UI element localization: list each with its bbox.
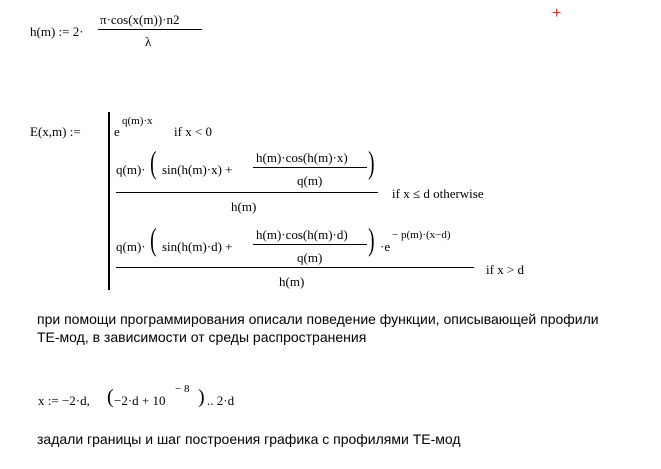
case3-mult: ·e	[380, 239, 391, 254]
case3-sin: sin(h(m)·d) +	[162, 239, 233, 254]
case1-exponent: q(m)·x	[122, 115, 153, 127]
case1-base: e	[114, 124, 120, 139]
x-def-open-paren: (	[107, 386, 114, 408]
case3-inner-bar	[253, 244, 367, 245]
program-bar	[108, 112, 110, 290]
x-def-main: x := −2·d,	[38, 393, 90, 408]
case3-exponent: − p(m)·(x−d)	[392, 229, 451, 241]
case3-denominator: h(m)	[279, 274, 305, 289]
x-def-exponent: − 8	[175, 383, 190, 395]
case2-denominator: h(m)	[231, 199, 257, 214]
h-fraction-bar	[98, 29, 202, 30]
case3-fraction-bar	[116, 267, 474, 268]
case3-condition: if x > d	[486, 262, 525, 277]
x-def-paren-inner: −2·d + 10	[114, 393, 166, 408]
e-lhs: E(x,m) :=	[30, 124, 81, 139]
insertion-cursor-marker[interactable]: +	[552, 5, 562, 22]
case1-condition: if x < 0	[174, 124, 213, 139]
case2-inner-bar	[253, 167, 367, 168]
case3-open-paren: (	[150, 221, 157, 257]
case2-close-paren: )	[368, 144, 375, 180]
text-region-1-line2[interactable]: ТЕ-мод, в зависимости от среды распространения	[37, 329, 367, 345]
case2-inner-denominator: q(m)	[297, 173, 323, 188]
h-numerator: π·cos(x(m))·n2	[100, 12, 180, 27]
case3-close-paren: )	[368, 221, 375, 257]
case2-condition: if x ≤ d otherwise	[392, 186, 484, 201]
text-region-2[interactable]: задали границы и шаг построения графика с профилями ТЕ-мод	[37, 431, 461, 447]
text-region-1-line1[interactable]: при помощи программирования описали поведение функции, описывающей профили	[37, 311, 599, 327]
case2-sin: sin(h(m)·x) +	[162, 162, 233, 177]
h-denominator: λ	[145, 34, 152, 49]
case3-inner-denominator: q(m)	[297, 250, 323, 265]
case3-inner-numerator: h(m)·cos(h(m)·d)	[256, 227, 348, 242]
case3-left: q(m)·	[116, 239, 146, 254]
h-lhs: h(m) := 2·	[30, 24, 84, 39]
x-def-tail: .. 2·d	[207, 393, 235, 408]
case2-fraction-bar	[116, 192, 378, 193]
case2-inner-numerator: h(m)·cos(h(m)·x)	[256, 150, 348, 165]
case2-left: q(m)·	[116, 162, 146, 177]
x-def-close-paren: )	[198, 386, 205, 408]
case2-open-paren: (	[150, 144, 157, 180]
